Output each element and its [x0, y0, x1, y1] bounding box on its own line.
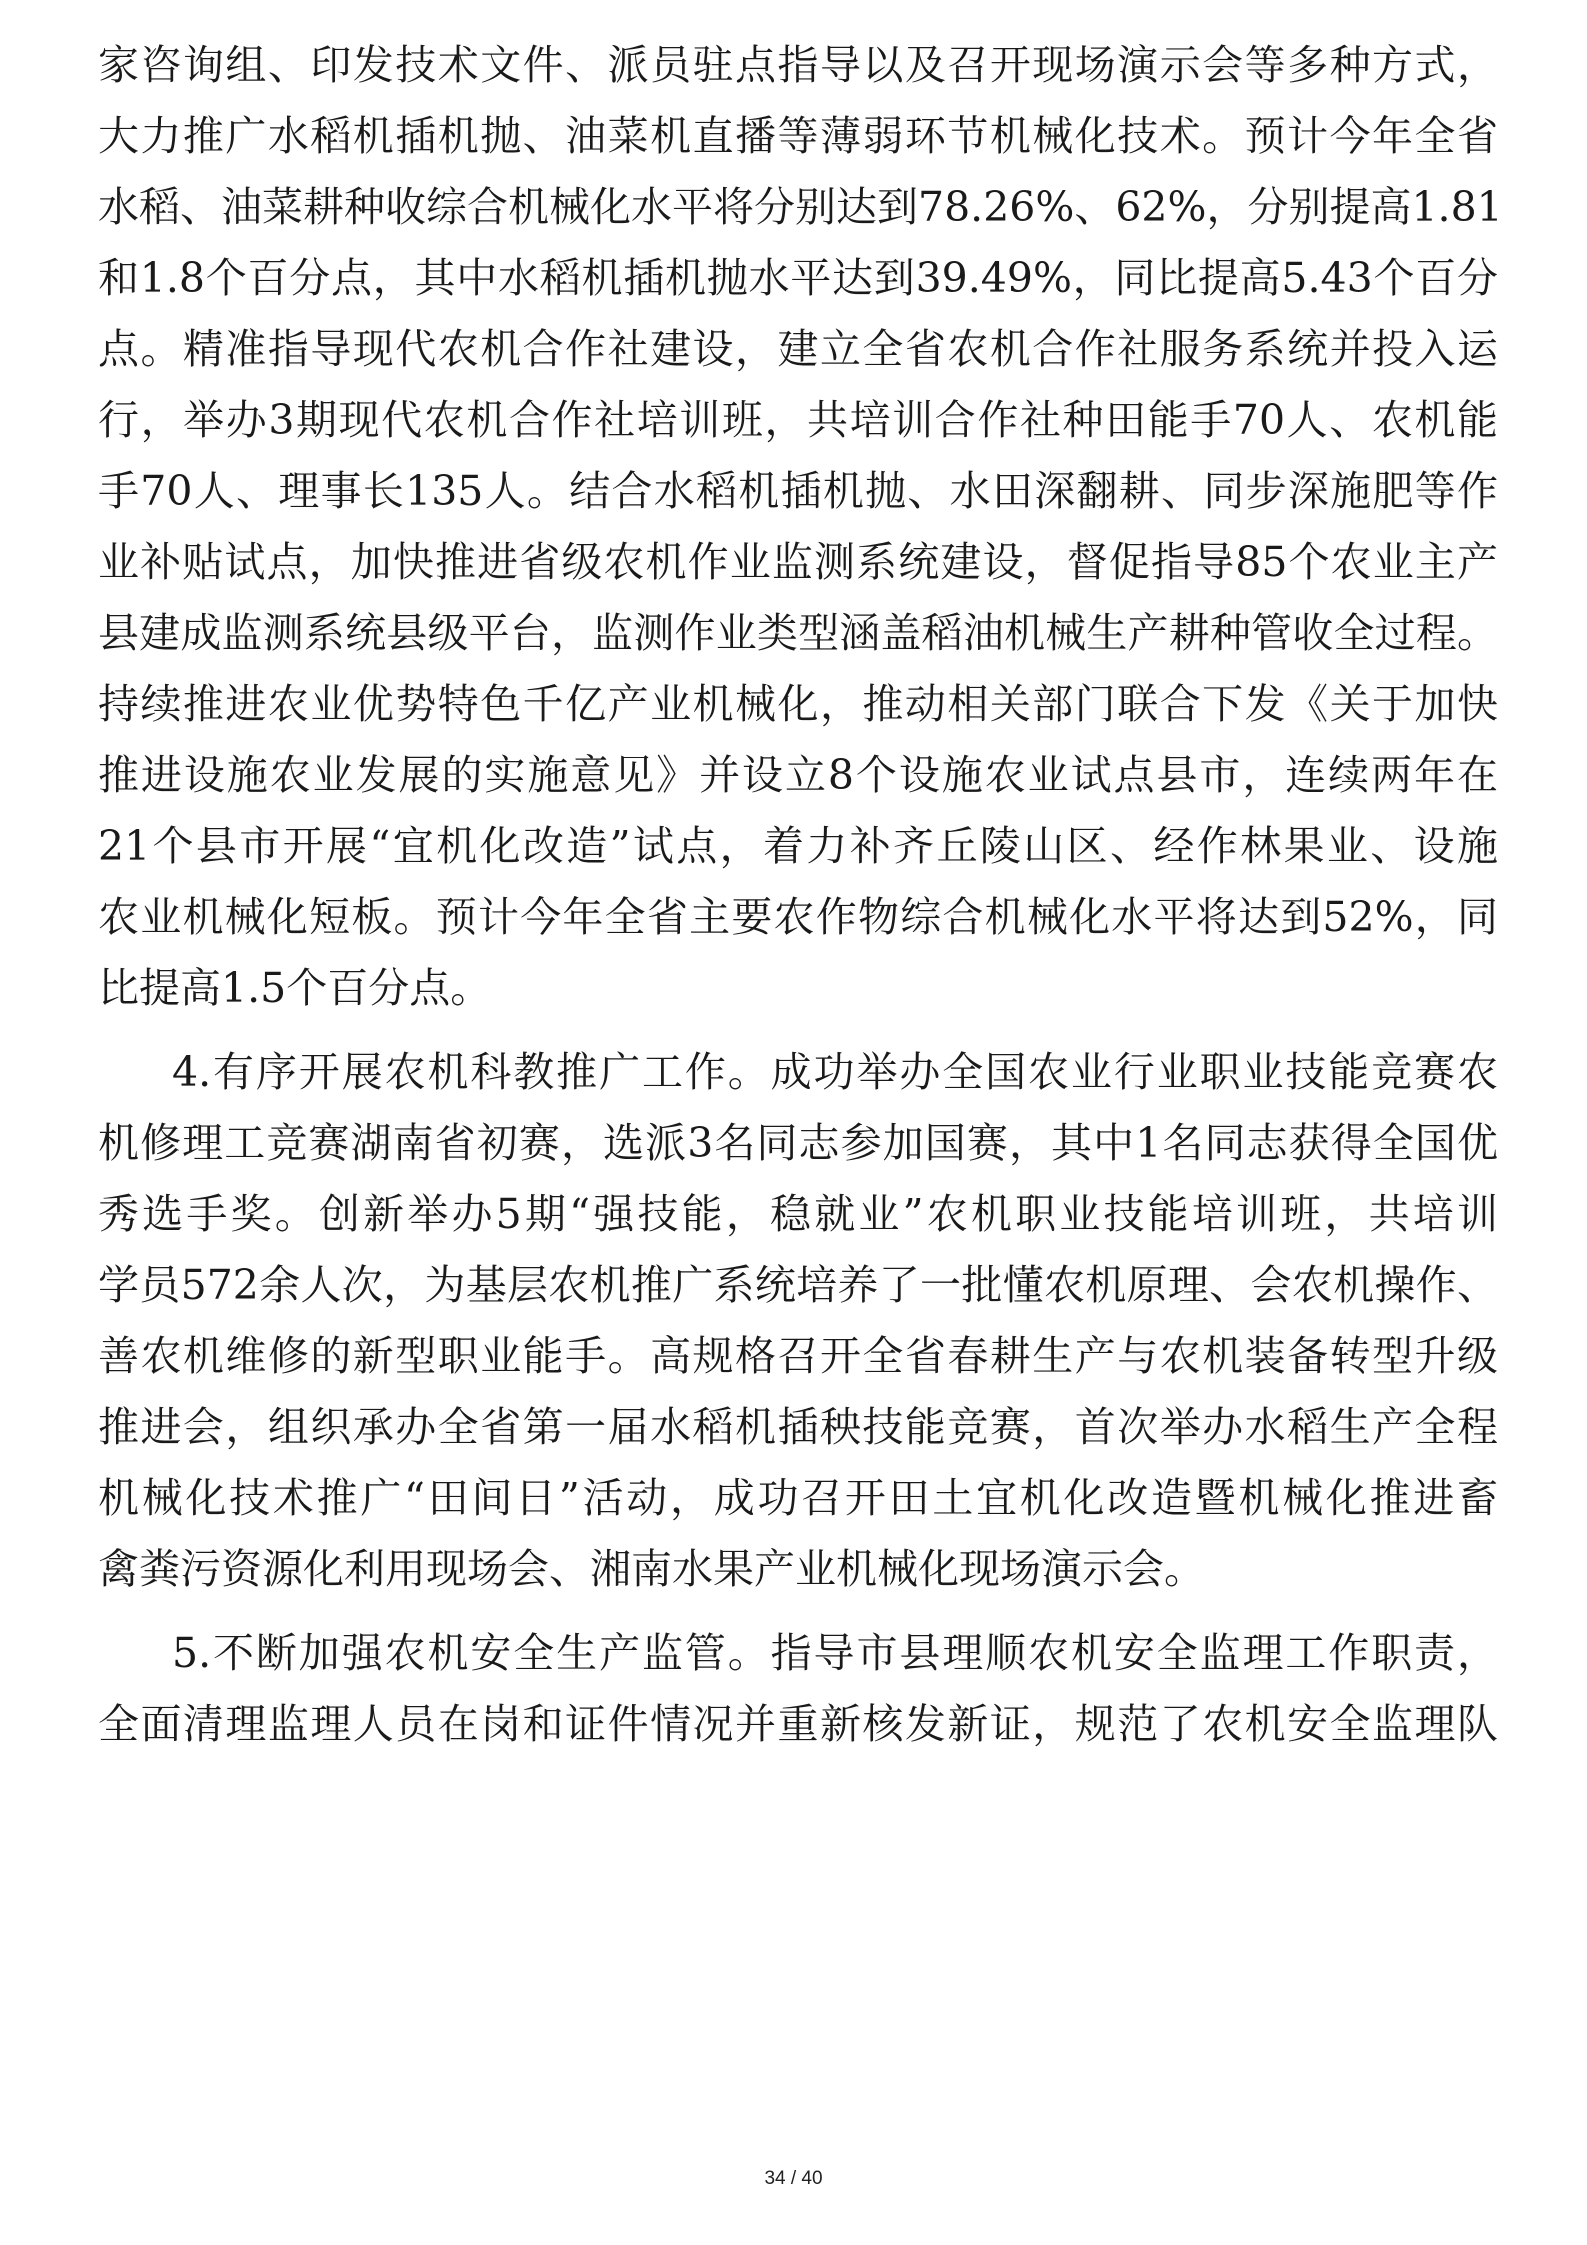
text-line: 持续推进农业优势特色千亿产业机械化，推动相关部门联合下发《关于加快	[98, 680, 1498, 728]
text-line: 机械化技术推广“田间日”活动，成功召开田土宜机化改造暨机械化推进畜	[98, 1474, 1498, 1522]
text-line: 大力推广水稻机插机抛、油菜机直播等薄弱环节机械化技术。预计今年全省	[98, 112, 1498, 160]
text-line: 学员572余人次，为基层农机推广系统培养了一批懂农机原理、会农机操作、	[98, 1261, 1498, 1309]
text-line: 手70人、理事长135人。结合水稻机插机抛、水田深翻耕、同步深施肥等作	[98, 467, 1498, 515]
page-number: 34 / 40	[764, 2168, 823, 2189]
text-line: 21个县市开展“宜机化改造”试点，着力补齐丘陵山区、经作林果业、设施	[98, 822, 1498, 870]
text-line: 秀选手奖。创新举办5期“强技能，稳就业”农机职业技能培训班，共培训	[98, 1190, 1498, 1238]
text-line: 机修理工竞赛湖南省初赛，选派3名同志参加国赛，其中1名同志获得全国优	[98, 1119, 1498, 1167]
text-line: 点。精准指导现代农机合作社建设，建立全省农机合作社服务系统并投入运	[98, 325, 1498, 373]
text-line: 行，举办3期现代农机合作社培训班，共培训合作社种田能手70人、农机能	[98, 396, 1498, 444]
text-line: 善农机维修的新型职业能手。高规格召开全省春耕生产与农机装备转型升级	[98, 1332, 1498, 1380]
text-line: 业补贴试点，加快推进省级农机作业监测系统建设，督促指导85个农业主产	[98, 538, 1498, 586]
text-line: 禽粪污资源化利用现场会、湘南水果产业机械化现场演示会。	[98, 1545, 1205, 1593]
paragraph-continuation	[98, 30, 1503, 1024]
section-heading-line: 5.不断加强农机安全生产监管。指导市县理顺农机安全监理工作职责，	[172, 1629, 1498, 1677]
text-line: 推进设施农业发展的实施意见》并设立8个设施农业试点县市，连续两年在	[98, 751, 1498, 799]
text-line: 推进会，组织承办全省第一届水稻机插秧技能竞赛，首次举办水稻生产全程	[98, 1403, 1498, 1451]
paragraph-section-4	[98, 1037, 1498, 1605]
text-line: 比提高1.5个百分点。	[98, 964, 492, 1012]
text-line: 全面清理监理人员在岗和证件情况并重新核发新证，规范了农机安全监理队	[98, 1700, 1498, 1748]
text-line: 水稻、油菜耕种收综合机械化水平将分别达到78.26%、62%，分别提高1.81	[98, 183, 1503, 231]
paragraph-section-5	[98, 1618, 1498, 1760]
section-heading-line: 4.有序开展农机科教推广工作。成功举办全国农业行业职业技能竞赛农	[172, 1048, 1498, 1096]
document-body	[98, 30, 1503, 1760]
text-line: 农业机械化短板。预计今年全省主要农作物综合机械化水平将达到52%，同	[98, 893, 1498, 941]
text-line: 县建成监测系统县级平台，监测作业类型涵盖稻油机械生产耕种管收全过程。	[98, 609, 1498, 657]
text-line: 家咨询组、印发技术文件、派员驻点指导以及召开现场演示会等多种方式，	[98, 41, 1498, 89]
text-line: 和1.8个百分点，其中水稻机插机抛水平达到39.49%，同比提高5.43个百分	[98, 254, 1498, 302]
